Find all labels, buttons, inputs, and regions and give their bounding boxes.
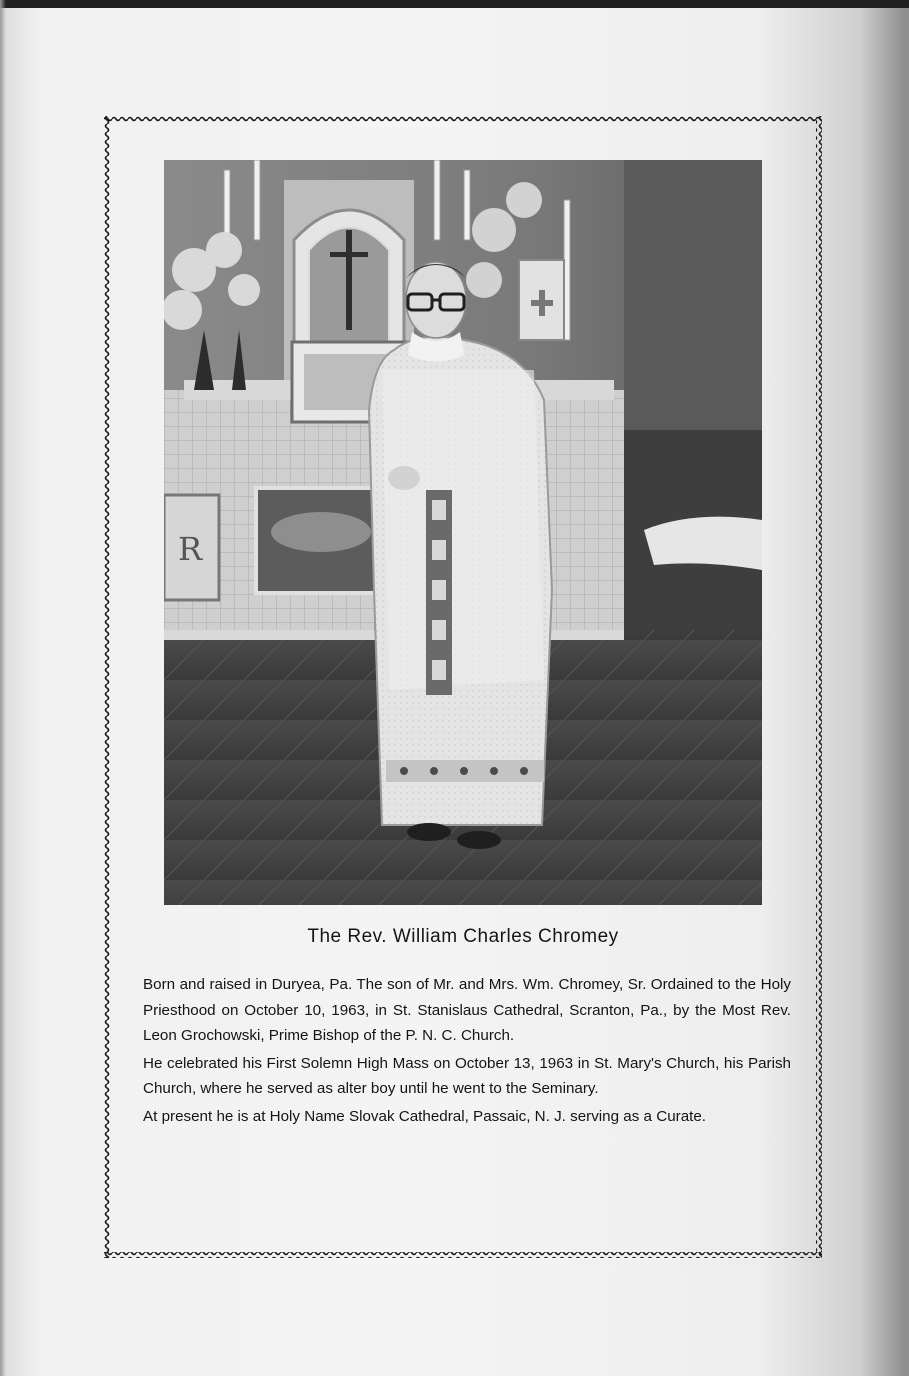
bio-paragraph: He celebrated his First Solemn High Mass on October 13, 1963 in St. Mary's Church, his Parish Church, where he served as alter boy until he went to the Seminary. (143, 1054, 791, 1097)
svg-text:R: R (178, 530, 203, 568)
caption-title: The Rev. William Charles Chromey (307, 926, 619, 947)
page-top-edge (0, 0, 909, 8)
page-left-edge (0, 0, 6, 1376)
bio-paragraph: Born and raised in Duryea, Pa. The son of Mr. and Mrs. Wm. Chromey, Sr. Ordained to the Holy Priesthood on October 10, 1963, in St. Stanislaus Cathedral, Scranton, Pa., by the Most Rev. Leon Grochowski, Prime Bishop of the P. N. C. Church. (143, 976, 791, 1044)
portrait-photo (164, 160, 762, 905)
bio-paragraph: At present he is at Holy Name Slovak Cathedral, Passaic, N. J. serving as a Curate. (143, 1107, 707, 1125)
priest-at-altar-illustration (164, 160, 762, 905)
biography-text (143, 972, 791, 1131)
